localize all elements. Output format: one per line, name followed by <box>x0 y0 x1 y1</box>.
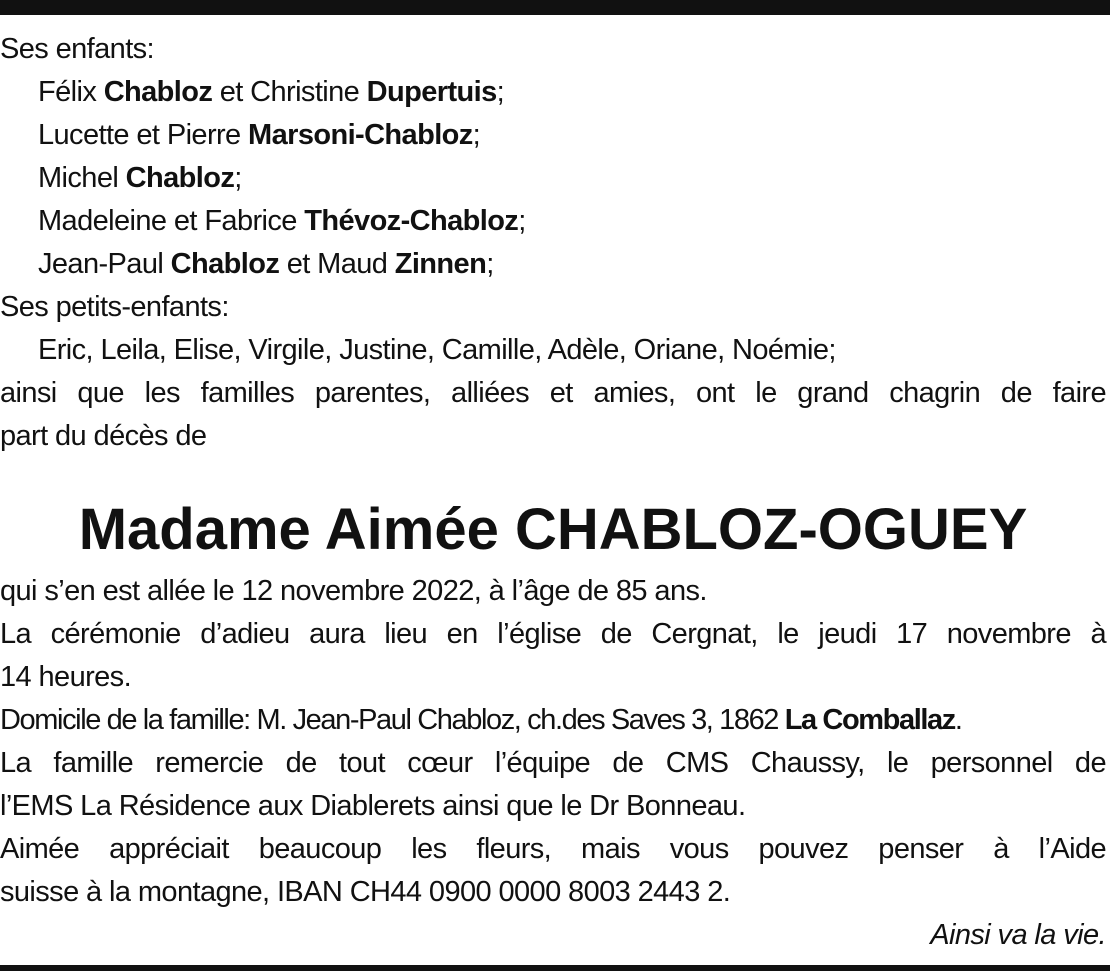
surname: Zinnen <box>394 248 487 280</box>
thanks-line-1: La famille remercie de tout cœur l’équipe de CMS Chaussy, le personnel de <box>0 747 1106 779</box>
domicile-place: La Comballaz <box>784 704 955 736</box>
surname: Chabloz <box>103 76 213 108</box>
text-run: et Christine <box>212 76 367 108</box>
ceremony-line-2: 14 heures. <box>0 661 132 693</box>
bottom-rule <box>0 965 1110 971</box>
surname: Chabloz <box>170 248 280 280</box>
child-line-3 <box>0 157 1106 200</box>
thanks-line-2: l’EMS La Résidence aux Diablerets ainsi que le Dr Bonneau. <box>0 790 746 822</box>
child-line-5 <box>0 243 1106 286</box>
families-line-2: part du décès de <box>0 420 207 452</box>
text-run: Michel <box>38 162 126 194</box>
surname: Chabloz <box>125 162 235 194</box>
text-run: Domicile de la famille: M. Jean-Paul Chabloz, ch.des Saves 3, 1862 <box>0 704 785 736</box>
grandchildren-list: Eric, Leila, Elise, Virgile, Justine, Camille, Adèle, Oriane, Noémie; <box>38 334 836 366</box>
child-line-1 <box>0 71 1106 114</box>
text-run: ; <box>472 119 481 151</box>
families-line-1: ainsi que les familles parentes, alliées et amies, ont le grand chagrin de faire <box>0 377 1106 409</box>
child-line-4 <box>0 200 1106 243</box>
child-line-2 <box>0 114 1106 157</box>
text-run: et Maud <box>279 248 395 280</box>
deceased-name: Madame Aimée CHABLOZ-OGUEY <box>78 497 1028 562</box>
surname: Marsoni-Chabloz <box>248 119 473 151</box>
obituary-notice <box>0 28 1106 957</box>
grandchildren-heading: Ses petits-enfants: <box>0 291 229 323</box>
text-run: Félix <box>38 76 104 108</box>
closing-phrase: Ainsi va la vie. <box>930 919 1106 951</box>
flowers-line-1: Aimée appréciait beaucoup les fleurs, mais vous pouvez penser à l’Aide <box>0 833 1106 865</box>
text-run: ; <box>486 248 494 280</box>
top-rule <box>0 0 1110 15</box>
text-run: Lucette et Pierre <box>38 119 249 151</box>
text-run: . <box>954 704 962 736</box>
flowers-line-2: suisse à la montagne, IBAN CH44 0900 0000 8003 2443 2. <box>0 876 731 908</box>
text-run: Madeleine et Fabrice <box>38 205 305 237</box>
text-run: Jean-Paul <box>38 248 171 280</box>
domicile-line <box>0 699 1106 742</box>
text-run: ; <box>234 162 242 194</box>
children-heading: Ses enfants: <box>0 33 155 65</box>
passing-line: qui s’en est allée le 12 novembre 2022, à l’âge de 85 ans. <box>0 575 707 607</box>
text-run: ; <box>496 76 505 108</box>
surname: Thévoz-Chabloz <box>304 205 519 237</box>
text-run: ; <box>518 205 526 237</box>
ceremony-line-1: La cérémonie d’adieu aura lieu en l’église de Cergnat, le jeudi 17 novembre à <box>0 618 1106 650</box>
surname: Dupertuis <box>366 76 497 108</box>
